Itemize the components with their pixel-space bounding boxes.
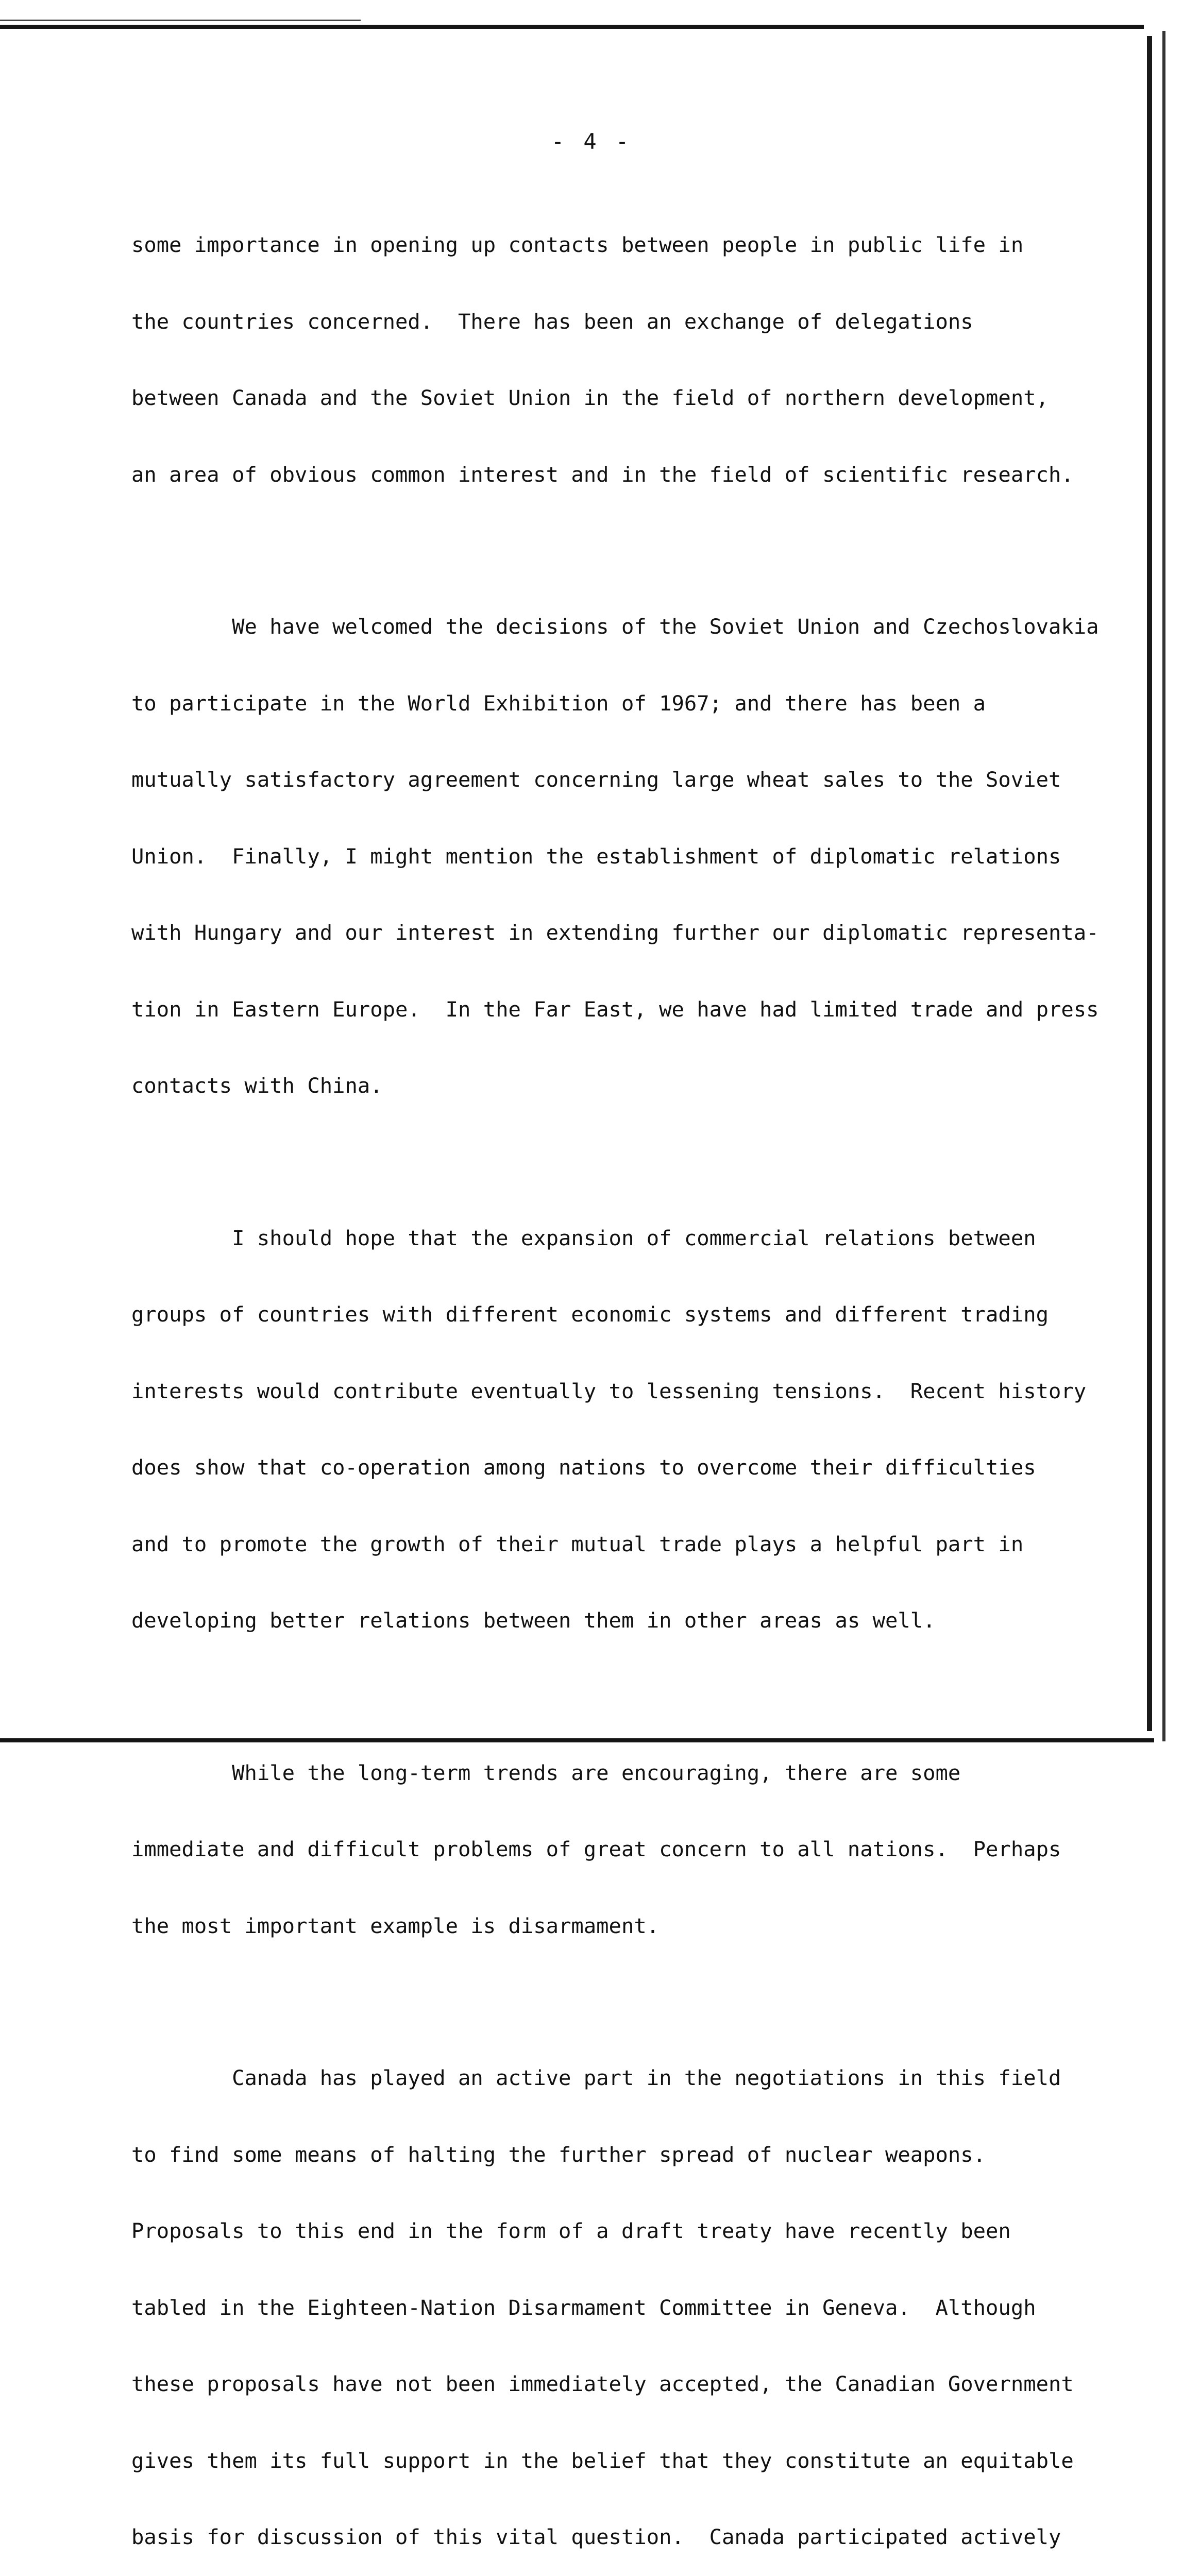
paragraph [131, 2014, 1141, 2576]
text-line: tabled in the Eighteen-Nation Disarmament Committee in Geneva. Although [131, 2295, 1036, 2320]
paragraph [131, 563, 1141, 1150]
right-page-edge-outer [1162, 31, 1165, 1741]
text-line: We have welcomed the decisions of the Soviet Union and Czechoslovakia [131, 614, 1099, 639]
right-page-edge [1147, 36, 1152, 1731]
text-line: tion in Eastern Europe. In the Far East, we have had limited trade and press [131, 996, 1099, 1022]
text-line: While the long-term trends are encouraging, there are some [131, 1760, 961, 1785]
text-line: Proposals to this end in the form of a draft treaty have recently been [131, 2218, 1011, 2243]
text-line: mutually satisfactory agreement concerning large wheat sales to the Soviet [131, 767, 1061, 792]
paragraph [131, 1175, 1141, 1685]
text-line: some importance in opening up contacts between people in public life in [131, 232, 1024, 257]
page-number: - 4 - [551, 129, 632, 154]
text-line: an area of obvious common interest and in the field of scientific research. [131, 462, 1074, 487]
text-line: the most important example is disarmament. [131, 1913, 660, 1938]
text-line: does show that co-operation among nations to overcome their difficulties [131, 1455, 1036, 1480]
paragraph [131, 181, 1141, 538]
text-line: to participate in the World Exhibition of 1967; and there has been a [131, 690, 986, 716]
text-line: the countries concerned. There has been an exchange of delegations [131, 309, 973, 334]
text-line: and to promote the growth of their mutual trade plays a helpful part in [131, 1531, 1024, 1556]
text-line: immediate and difficult problems of great concern to all nations. Perhaps [131, 1837, 1061, 1861]
text-line: groups of countries with different economic systems and different trading [131, 1302, 1049, 1327]
text-line: developing better relations between them in other areas as well. [131, 1608, 936, 1633]
text-line: I should hope that the expansion of commercial relations between [131, 1225, 1036, 1250]
top-border [0, 25, 1144, 29]
text-line: Union. Finally, I might mention the establishment of diplomatic relations [131, 843, 1061, 869]
text-line: to find some means of halting the further spread of nuclear weapons. [131, 2142, 986, 2167]
text-line: these proposals have not been immediately accepted, the Canadian Government [131, 2371, 1074, 2396]
paragraph [131, 1709, 1141, 1990]
text-line: basis for discussion of this vital question. Canada participated actively [131, 2524, 1061, 2549]
document-body [131, 181, 1141, 2576]
text-line: between Canada and the Soviet Union in the field of northern development, [131, 385, 1049, 410]
text-line: interests would contribute eventually to lessening tensions. Recent history [131, 1378, 1087, 1403]
text-line: contacts with China. [131, 1073, 383, 1098]
top-border-thin [0, 20, 361, 21]
text-line: Canada has played an active part in the negotiations in this field [131, 2065, 1061, 2090]
text-line: gives them its full support in the belief that they constitute an equitable [131, 2448, 1074, 2473]
text-line: with Hungary and our interest in extending further our diplomatic representa- [131, 920, 1099, 945]
